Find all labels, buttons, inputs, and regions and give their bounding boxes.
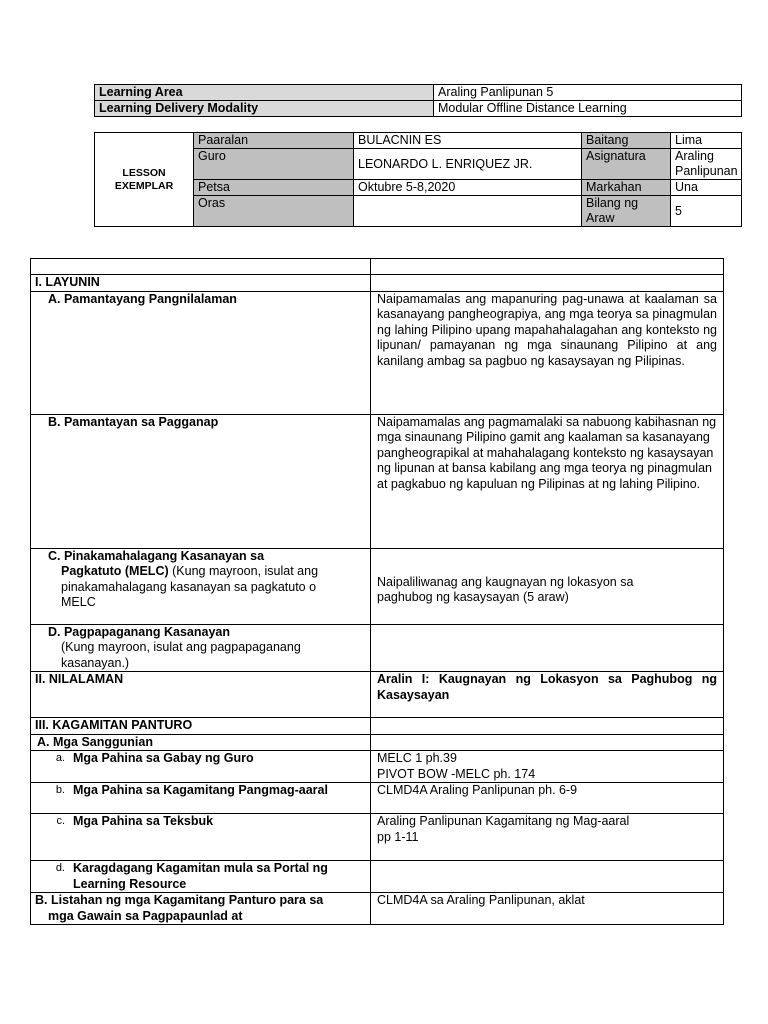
- pamantayan-pagganap-value: Naipamamalas ang pagmamalaki sa nabuong kabihasnan ng mga sinaunang Pilipino gamit ang kaalaman sa kasanayang pangheograpikal at mahahalagang konteksto ng kasaysayan ng lipunan at bansa kabilang ang mga teorya ng pinagmulan at pagkabuo ng kapuluan ng Pilipinas at ng lahing Pilipino.: [371, 414, 724, 548]
- pamantayang-pangnilalaman-value: Naipamamalas ang mapanuring pag-unawa at kaalaman sa kasanayang pangheograpiya, ang mga teorya sa pinagmulan ng lahing Pilipino upang mapahahalagahan ang konteksto ng lipunan/ pamayanan ng mga sinaunang Pilipino at ang kanilang ambag sa pagbuo ng kasaysayan ng Pilipinas.: [371, 291, 724, 414]
- asignatura-label: Asignatura: [582, 149, 671, 180]
- portal-label: d. Karagdagang Kagamitan mula sa Portal ng Learning Resource: [31, 861, 371, 893]
- baitang-value: Lima: [671, 133, 742, 149]
- teksbuk-value: Araling Panlipunan Kagamitang ng Mag-aaral pp 1-11: [371, 814, 724, 861]
- blank-header-cell: [371, 259, 724, 275]
- learning-area-table: [94, 84, 742, 117]
- lesson-exemplar-title: LESSON EXEMPLAR: [95, 133, 194, 227]
- kagamitan-heading: III. KAGAMITAN PANTURO: [31, 718, 371, 735]
- blank-cell: [371, 734, 724, 751]
- asignatura-value: Araling Panlipunan: [671, 149, 742, 180]
- sanggunian-label: A. Mga Sanggunian: [31, 734, 371, 751]
- teksbuk-label: c. Mga Pahina sa Teksbuk: [31, 814, 371, 861]
- nilalaman-label: II. NILALAMAN: [31, 672, 371, 718]
- pamantayang-pangnilalaman-label: A. Pamantayang Pangnilalaman: [31, 291, 371, 414]
- listahan-label: B. Listahan ng mga Kagamitang Panturo para sa mga Gawain sa Pagpapaunlad at: [31, 893, 371, 925]
- pagpapaganang-kasanayan-label: D. Pagpapaganang Kasanayan (Kung mayroon, isulat ang pagpapaganang kasanayan.): [31, 624, 371, 672]
- lesson-plan-table: [30, 258, 724, 925]
- markahan-value: Una: [671, 180, 742, 196]
- baitang-label: Baitang: [582, 133, 671, 149]
- gabay-guro-label: a. Mga Pahina sa Gabay ng Guro: [31, 751, 371, 783]
- bilang-value: 5: [671, 196, 742, 227]
- oras-value: [354, 196, 582, 227]
- markahan-label: Markahan: [582, 180, 671, 196]
- learning-area-label: Learning Area: [95, 85, 434, 101]
- blank-cell: [371, 718, 724, 735]
- paaralan-value: BULACNIN ES: [354, 133, 582, 149]
- blank-cell: [371, 275, 724, 292]
- blank-header-cell: [31, 259, 371, 275]
- petsa-label: Petsa: [194, 180, 354, 196]
- modality-label: Learning Delivery Modality: [95, 101, 434, 117]
- listahan-value: CLMD4A sa Araling Panlipunan, aklat: [371, 893, 724, 925]
- lesson-exemplar-table: [94, 132, 742, 227]
- guro-label: Guro: [194, 149, 354, 180]
- guro-value: LEONARDO L. ENRIQUEZ JR.: [354, 149, 582, 180]
- paaralan-label: Paaralan: [194, 133, 354, 149]
- modality-value: Modular Offline Distance Learning: [434, 101, 742, 117]
- bilang-label: Bilang ng Araw: [582, 196, 671, 227]
- layunin-heading: I. LAYUNIN: [31, 275, 371, 292]
- melc-label: C. Pinakamahalagang Kasanayan sa Pagkatuto (MELC) (Kung mayroon, isulat ang pinakamahalagang kasanayan sa pagkatuto o MELC: [31, 548, 371, 624]
- pamantayan-pagganap-label: B. Pamantayan sa Pagganap: [31, 414, 371, 548]
- blank-cell: [371, 624, 724, 672]
- pangmag-aaral-label: b. Mga Pahina sa Kagamitang Pangmag-aaral: [31, 783, 371, 814]
- blank-cell: [371, 861, 724, 893]
- learning-area-value: Araling Panlipunan 5: [434, 85, 742, 101]
- nilalaman-value: Aralin I: Kaugnayan ng Lokasyon sa Paghubog ng Kasaysayan: [371, 672, 724, 718]
- pangmag-aaral-value: CLMD4A Araling Panlipunan ph. 6-9: [371, 783, 724, 814]
- oras-label: Oras: [194, 196, 354, 227]
- gabay-guro-value: MELC 1 ph.39 PIVOT BOW -MELC ph. 174: [371, 751, 724, 783]
- melc-value: Naipaliliwanag ang kaugnayan ng lokasyon sa paghubog ng kasaysayan (5 araw): [371, 548, 724, 624]
- petsa-value: Oktubre 5-8,2020: [354, 180, 582, 196]
